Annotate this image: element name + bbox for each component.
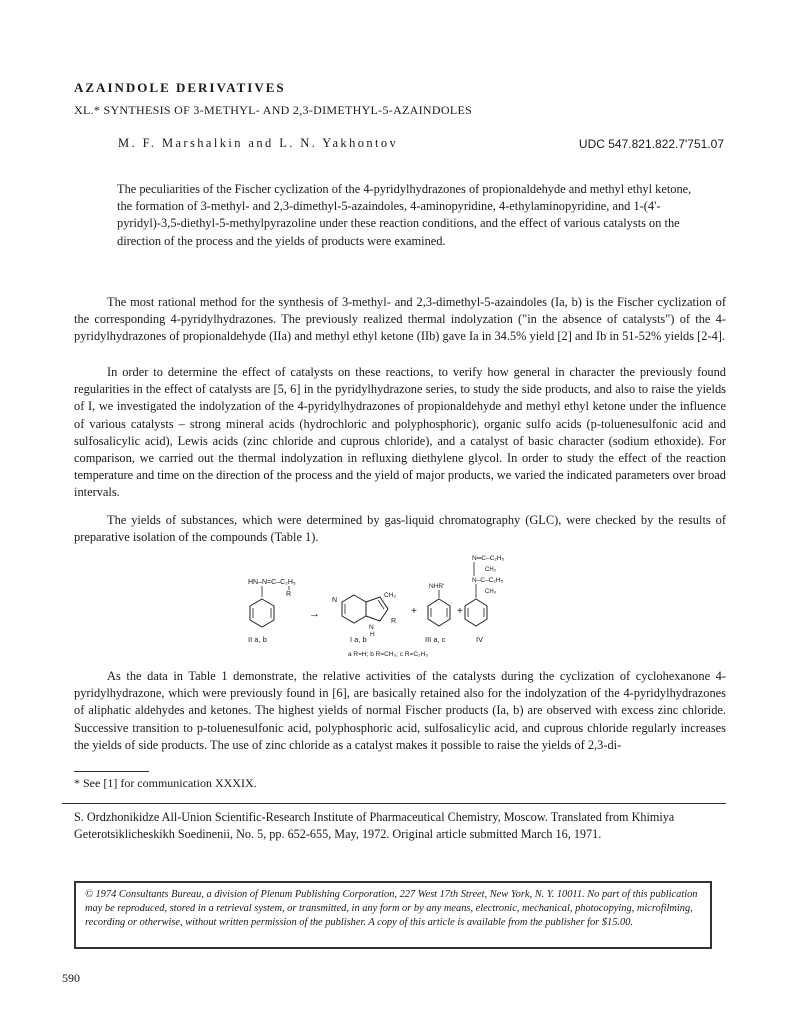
label-iv: IV <box>476 635 484 644</box>
body-paragraph-4: As the data in Table 1 demonstrate, the relative activities of the catalysts during the cyclization of cyclohexanone 4-pyridylhydrazone, which were previously found in [6], are basically retained also for the indolyzation of the 4-pyridylhydrazones of aliphatic aldehydes and ketones. The highest yields of normal Fischer products (Ia, b) are observed with excess zinc chloride. Successive transition to p-toluenesulfonic acid, polyphosphoric acid, sulfosalicylic acid, and cuprous chloride regularly increases the yields of side products. The use of zinc chloride as a catalyst makes it possible to raise the yields of 2,3-di- <box>74 669 726 752</box>
copyright-text: © 1974 Consultants Bureau, a division of Plenum Publishing Corporation, 227 West 17th Street, New York, N. Y. 10011. No part of this publication may be reproduced, stored in a retrieval system, or transmitted, in any form or by any means, electronic, mechanical, photocopying, microfilming, recording or otherwise, without written permission of the publisher. A copy of this article is available from the publisher for $15.00. <box>85 889 698 928</box>
article-title: XL.* SYNTHESIS OF 3-METHYL- AND 2,3-DIMETHYL-5-AZAINDOLES <box>74 103 473 117</box>
plus-sign-1: + <box>411 606 417 617</box>
series-title: AZAINDOLE DERIVATIVES <box>74 80 286 95</box>
indole-nh-h: H <box>370 631 375 638</box>
affiliation-rule <box>62 803 726 804</box>
label-iii: III a, c <box>425 635 446 644</box>
body-paragraph-1: The most rational method for the synthesis of 3-methyl- and 2,3-dimethyl-5-azaindoles (Ia, b) is the Fischer cyclization of the corresponding 4-pyridylhydrazones. The previously realized thermal indolyzation ("in the absence of catalysts") of the 4-pyridylhydrazones of propionaldehyde (IIa) and methyl ethyl ketone (IIb) gave Ia in 34.5% yield [2] and Ib in 51-52% yields [2-4]. <box>74 295 726 344</box>
pyrazoline-ch2: CH₂ <box>485 567 496 573</box>
substituent-legend: a R=H; b R=CH₃; c R=C₂H₅ <box>348 651 428 658</box>
reaction-scheme <box>226 553 606 668</box>
label-ii: II a, b <box>248 635 267 644</box>
hydrazone-chain: HN–N=C–C₂H₅ <box>248 579 296 586</box>
footnote-rule <box>74 771 149 772</box>
pyrrole-ring-i <box>366 597 388 621</box>
page-number: 590 <box>62 971 80 985</box>
abstract: The peculiarities of the Fischer cyclization of the 4-pyridylhydrazones of propionaldehyde and methyl ethyl ketone, the formation of 3-methyl- and 2,3-dimethyl-5-azaindoles, 4-aminopyridine, 4-ethylaminopyridine, and 1-(4'-pyridyl)-3,5-diethyl-5-methylpyrazoline under these reaction conditions, and the effect of various catalysts on the direction of the process and the yields of products were examined. <box>117 182 692 248</box>
hydrazone-r: R <box>286 591 292 598</box>
udc-code: UDC 547.821.822.7'751.07 <box>578 137 724 151</box>
indole-nh-n: N <box>369 624 374 631</box>
indole-r: R <box>391 618 397 625</box>
body-paragraph-2: In order to determine the effect of catalysts on these reactions, to verify how general in character the previously found regularities in the effect of catalysts are [5, 6] in the pyridylhydrazone series, to study the side products, and also to raise the yields of I, we investigated the indolyzation of the 4-pyridylhydrazones of propionaldehyde and methyl ethyl ketone under the influence of various catalysts – strong mineral acids (hydrochloric and polyphosphoric), organic sulfo acids (p-toluenesulfonic acid and sulfosalicylic acid), Lewis acids (zinc chloride and cuprous chloride), and a catalyst of basic character (sodium ethoxide). For comparison, we carried out the thermal indolyzation in refluxing diethylene glycol. In order to study the effect of the reaction temperature and time on the direction of the process and the yield of major products, we varied the indicated parameters over broad intervals. <box>74 365 726 500</box>
footnote: * See [1] for communication XXXIX. <box>74 776 257 790</box>
indole-n-ring: N <box>332 597 338 604</box>
label-i: I a, b <box>350 635 367 644</box>
copyright-box <box>74 881 712 949</box>
plus-sign-2: + <box>457 606 463 617</box>
amine-label: NHR' <box>429 583 445 590</box>
pyrazoline-mid: N–C–C₂H₅ <box>472 577 504 584</box>
indole-ch3: CH₃ <box>384 592 397 599</box>
body-paragraph-3: The yields of substances, which were determined by gas-liquid chromatography (GLC), were checked by the results of preparative isolation of the compounds (Table 1). <box>74 513 726 545</box>
pyridine-ring-i <box>342 595 366 623</box>
affiliation: S. Ordzhonikidze All-Union Scientific-Research Institute of Pharmaceutical Chemistry, Moscow. Translated from Khimiya Geterotsiklicheskikh Soedinenii, No. 5, pp. 652-655, May, 1972. Original article submitted March 16, 1971. <box>74 810 675 841</box>
pyrazoline-ch3: CH₃ <box>485 589 497 595</box>
reaction-arrow: → <box>309 608 320 620</box>
pyrazoline-top: N═C–C₂H₅ <box>472 555 505 562</box>
pyridine-ring-ii <box>250 599 274 627</box>
authors: M. F. Marshalkin and L. N. Yakhontov <box>118 136 399 150</box>
